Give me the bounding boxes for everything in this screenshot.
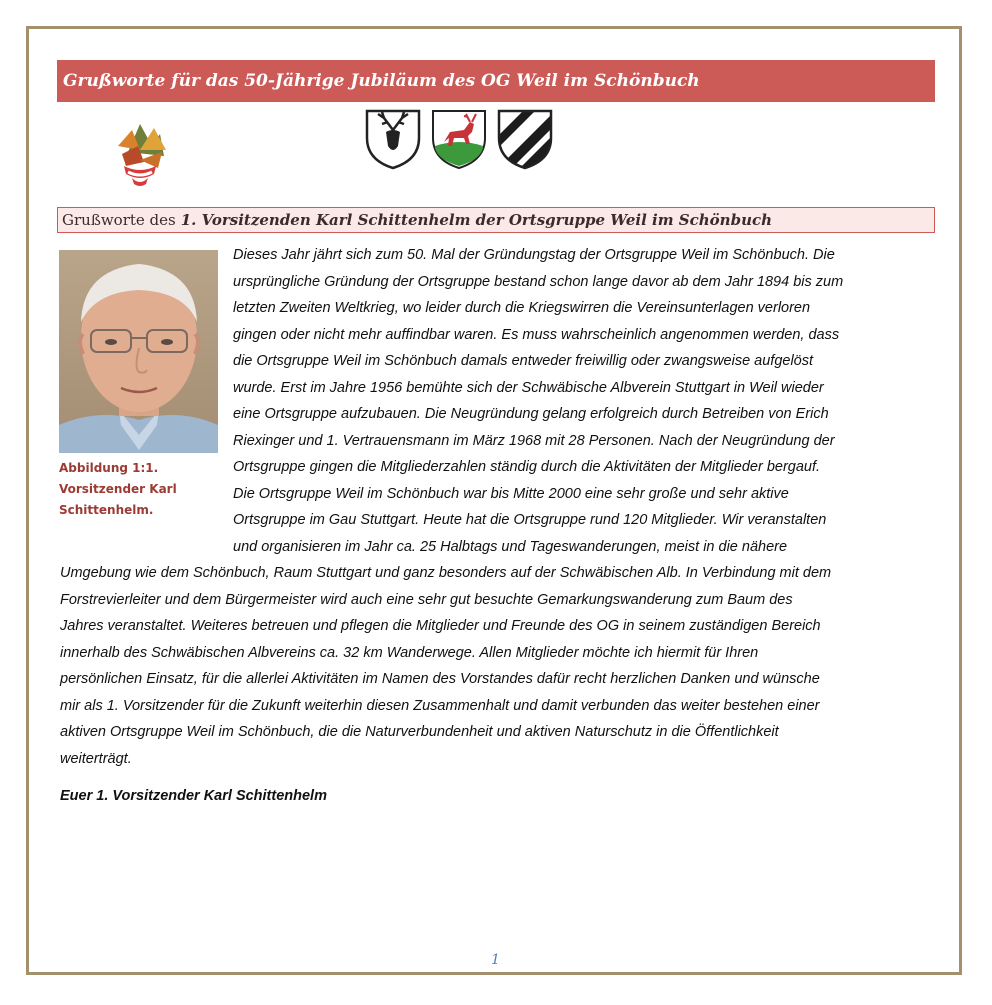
- body-line: Ortsgruppe im Gau Stuttgart. Heute hat die Ortsgruppe rund 120 Mitglieder. Wir veranstalten: [233, 512, 827, 528]
- body-line: wurde. Erst im Jahre 1956 bemühte sich der Schwäbische Albverein Stuttgart in Weil wieder: [233, 379, 824, 396]
- signature: Euer 1. Vorsitzender Karl Schittenhelm: [60, 788, 327, 804]
- albverein-logo: [110, 116, 172, 188]
- body-line: mir als 1. Vorsitzender für die Zukunft weiterhin diesen Zusammenhalt und damit verbunden das weiter bestehen einer: [60, 697, 820, 714]
- body-line: die Ortsgruppe Weil im Schönbuch damals entweder freiwillig oder zwangsweise aufgelöst: [233, 353, 814, 369]
- page-number: 1: [491, 952, 500, 968]
- stripes-crest: [496, 108, 554, 170]
- body-line: weiterträgt.: [60, 750, 132, 767]
- body-line: ursprüngliche Gründung der Ortsgruppe bestand schon lange davor ab dem Jahr 1894 bis zum: [233, 273, 844, 290]
- banner-title: Grußworte für das 50-Jährige Jubiläum des OG Weil im Schönbuch: [63, 71, 700, 91]
- section-heading-bold: 1. Vorsitzenden Karl Schittenhelm der Ortsgruppe Weil im Schönbuch: [180, 211, 773, 229]
- body-line: gingen oder nicht mehr auffindbar waren. Es muss wahrscheinlich angenommen werden, dass: [233, 326, 840, 343]
- section-heading-prefix: Grußworte des: [62, 211, 176, 229]
- body-line: Die Ortsgruppe Weil im Schönbuch war bis Mitte 2000 eine sehr große und sehr aktive: [233, 485, 789, 502]
- body-line: Ortsgruppe gingen die Mitgliederzahlen ständig durch die Aktivitäten der Mitglieder bergauf.: [233, 459, 821, 475]
- page-banner: [57, 60, 935, 102]
- body-line: Jahres veranstaltet. Weiteres betreuen und pflegen die Mitglieder und Freunde des OG in seinem zuständigen Bereich: [60, 618, 821, 634]
- body-line: eine Ortsgruppe aufzubauen. Die Neugründung gelang erfolgreich durch Betreiben von Erich: [233, 406, 829, 422]
- body-line: Umgebung wie dem Schönbuch, Raum Stuttgart und ganz besonders auf der Schwäbischen Alb. In Verbindung mit dem: [60, 565, 832, 581]
- stag-crest: [364, 108, 422, 170]
- caption-line: Abbildung 1:1.: [59, 461, 159, 475]
- body-text-wide: [60, 560, 831, 772]
- body-line: aktiven Ortsgruppe Weil im Schönbuch, die die Naturverbundenheit und aktiven Naturschutz in die Öffentlichkeit: [60, 724, 779, 740]
- body-line: innerhalb des Schwäbischen Albvereins ca. 32 km Wanderwege. Allen Mitglieder möchte ich hiermit für Ihren: [60, 644, 759, 661]
- photo-caption: [59, 458, 209, 521]
- body-line: Dieses Jahr jährt sich zum 50. Mal der Gründungstag der Ortsgruppe Weil im Schönbuch. Die: [233, 247, 835, 263]
- body-line: letzten Zweiten Weltkrieg, wo leider durch die Kriegswirren die Vereinsunterlagen verloren: [233, 300, 811, 316]
- caption-line: Vorsitzender Karl: [59, 482, 177, 496]
- body-line: und organisieren im Jahr ca. 25 Halbtags und Tageswanderungen, meist in die nähere: [233, 538, 788, 555]
- crests-group: [362, 108, 554, 172]
- body-text-narrow: [233, 242, 843, 560]
- caption-line: Schittenhelm.: [59, 503, 154, 517]
- red-deer-crest: [430, 108, 488, 170]
- section-heading: [57, 207, 935, 233]
- body-line: Riexinger und 1. Vertrauensmann im März 1968 mit 28 Personen. Nach der Neugründung der: [233, 432, 835, 449]
- body-line: persönlichen Einsatz, für die allerlei Aktivitäten im Namen des Vorstandes dafür recht herzlichen Danken und wünsche: [60, 671, 820, 687]
- body-line: Forstrevierleiter und dem Bürgermeister wird auch eine sehr gut besuchte Gemarkungswanderung zum Baum des: [60, 591, 793, 608]
- portrait-photo: [59, 250, 218, 453]
